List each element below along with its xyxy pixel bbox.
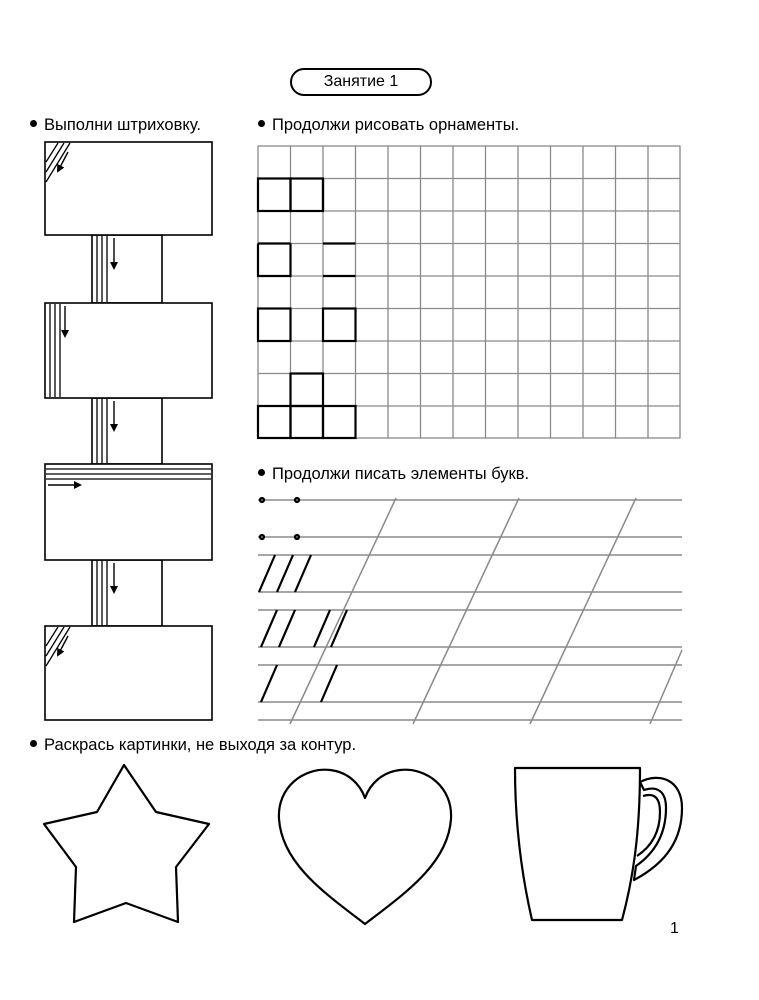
- task-hatching-label: Выполни штриховку.: [44, 116, 201, 134]
- hatching-box: [45, 626, 212, 720]
- ornament-comb: [258, 244, 291, 277]
- ornament-square: [258, 179, 291, 212]
- page-number: 1: [670, 920, 679, 937]
- ornament-square: [258, 406, 291, 438]
- ornament-square: [258, 309, 291, 342]
- heart-outline: [279, 770, 451, 924]
- letter-elements: [259, 498, 347, 702]
- ornament-grid: [258, 146, 680, 438]
- star-outline: [44, 765, 209, 922]
- ornament-square: [323, 406, 356, 438]
- writing-lines: [258, 498, 682, 724]
- hatching-box: [45, 142, 212, 235]
- coloring-shapes: [44, 765, 682, 924]
- ornament-square: [291, 179, 324, 212]
- task-ornaments-label: Продолжи рисовать орнаменты.: [272, 116, 520, 134]
- connector-sample-lines: [97, 236, 107, 625]
- ornament-square: [291, 406, 324, 438]
- ornament-square: [323, 309, 356, 342]
- mug-handle-inner: [637, 795, 660, 856]
- lesson-title: Занятие 1: [290, 68, 432, 96]
- hatching-exercise: [45, 142, 212, 720]
- hatching-box: [45, 303, 212, 398]
- task-coloring-label: Раскрась картинки, не выходя за контур.: [44, 736, 357, 754]
- mug-outline: [515, 768, 640, 920]
- ornament-square: [291, 374, 324, 407]
- task-letters-label: Продолжи писать элементы букв.: [272, 465, 530, 483]
